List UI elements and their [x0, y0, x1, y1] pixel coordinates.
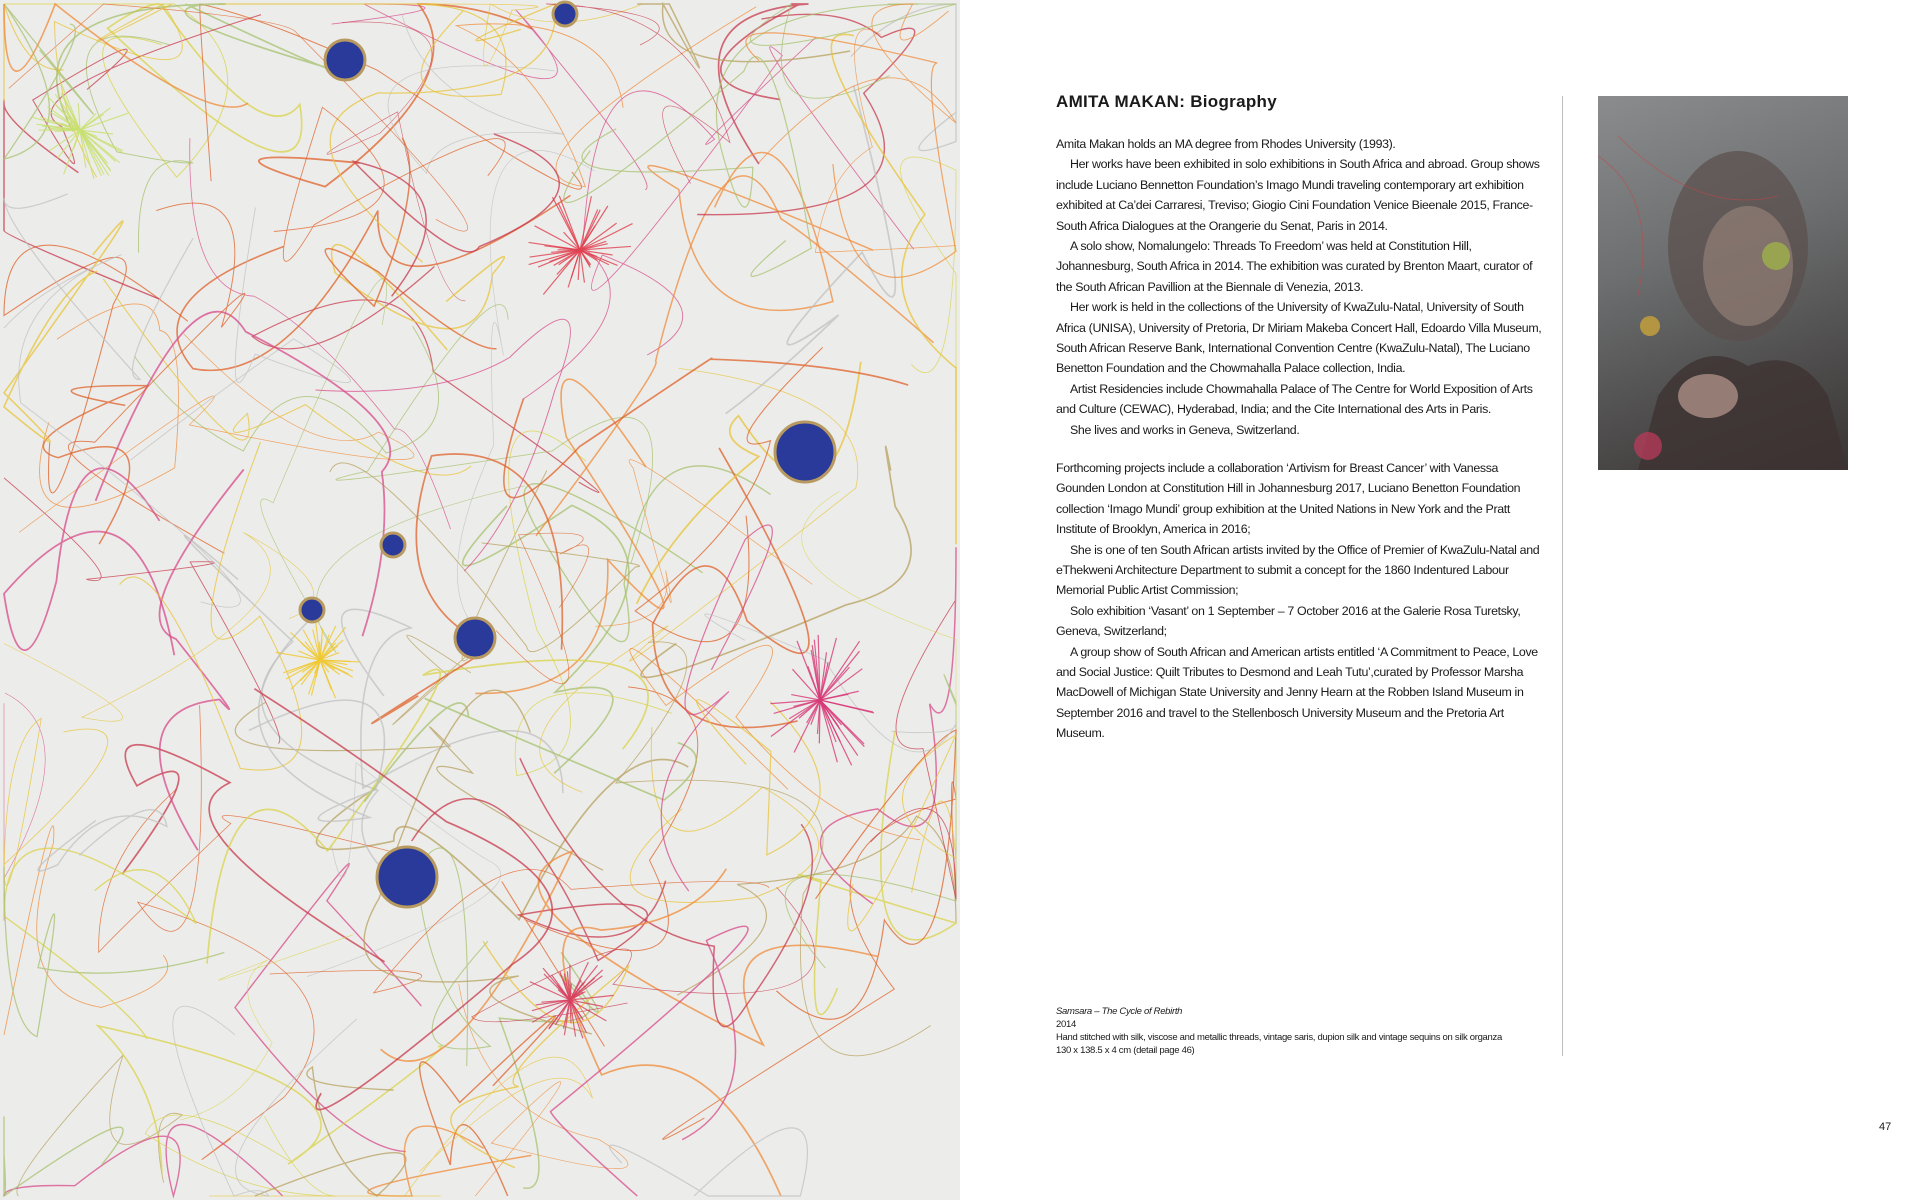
- thread: [252, 267, 599, 493]
- thread: [103, 279, 471, 475]
- paragraph: A solo show, Nomalungelo: Threads To Freedom’ was held at Constitution Hill, Johannesburg, South Africa in 2014. The exhibition was curated by Brenton Maart, curator of the South African Pavillion at the Biennale di Venezia, 2013.: [1056, 239, 1533, 294]
- thread: [551, 926, 749, 1196]
- paragraph: She is one of ten South African artists invited by the Office of Premier of KwaZulu-Natal and eThekweni Architecture Department to submit a concept for the 1860 Indentured Labour Memorial Public Artist Commission;: [1056, 542, 1540, 598]
- thread: [502, 687, 698, 1047]
- thread: [4, 1117, 123, 1196]
- thread: [456, 7, 756, 187]
- thread: [354, 134, 560, 296]
- biography-text: [1056, 134, 1546, 440]
- thread: [4, 468, 174, 655]
- thread: [270, 869, 769, 992]
- thread: [509, 431, 673, 776]
- thread: [661, 525, 772, 891]
- paragraph: Her works have been exhibited in solo exhibitions in South Africa and abroad. Group shows include Luciano Bennetton Foundation’s Imago Mundi traveling contemporary art exhibition exhibited at Ca’dei Carraresi, Treviso; Giogio Cini Foundation Venice Bieenale 2015, France-South Africa Dialogues at the Orangerie du Senat, Paris in 2014.: [1056, 157, 1540, 233]
- caption-dimensions: 130 x 138.5 x 4 cm (detail page 46): [1056, 1045, 1195, 1056]
- thread: [4, 532, 314, 721]
- thread: [472, 887, 815, 1021]
- thread: [368, 1126, 531, 1196]
- thread: [648, 153, 873, 311]
- artwork-caption: [1056, 1005, 1502, 1057]
- thread: [4, 1125, 283, 1197]
- thread: [342, 609, 563, 793]
- caption-title: Samsara – The Cycle of Rebirth: [1056, 1006, 1183, 1017]
- thread: [388, 14, 564, 174]
- thread: [663, 782, 956, 1140]
- sequin-patch: [775, 422, 835, 482]
- flower-stitch: [559, 196, 580, 250]
- page-title: AMITA MAKAN: Biography: [1056, 92, 1277, 111]
- thread: [364, 699, 696, 802]
- thread: [820, 547, 956, 904]
- flower-stitch: [319, 642, 320, 660]
- thread: [635, 347, 823, 641]
- paragraph: Solo exhibition ‘Vasant’ on 1 September – 7 October 2016 at the Galerie Rosa Turetsky, Geneva, Switzerland;: [1056, 603, 1521, 639]
- thread: [17, 1055, 182, 1196]
- thread: [99, 789, 389, 952]
- caption-year: 2014: [1056, 1019, 1076, 1030]
- thread: [4, 867, 224, 1037]
- artist-portrait-photo: [1598, 96, 1848, 470]
- flower-stitch: [80, 114, 104, 130]
- thread: [677, 816, 956, 995]
- thread: [190, 138, 451, 529]
- column-divider: [1562, 96, 1563, 1056]
- thread: [33, 15, 261, 164]
- sequin-patch: [377, 847, 437, 907]
- thread: [523, 37, 816, 399]
- page-number: 47: [1879, 1121, 1892, 1133]
- thread: [393, 471, 547, 725]
- thread: [4, 255, 240, 608]
- thread: [209, 1057, 593, 1196]
- thread: [235, 864, 421, 1152]
- thread: [43, 386, 148, 545]
- thread: [696, 700, 820, 855]
- thread: [4, 4, 248, 107]
- flower-stitch: [570, 970, 603, 1000]
- thread: [4, 826, 168, 1035]
- thread: [871, 601, 956, 899]
- sequin-patch: [325, 40, 365, 80]
- paragraph: A group show of South African and American artists entitled ‘A Commitment to Peace, Love and Social Justice: Quilt Tributes to Desmond and Leah Tutu’,curated by Professor Marsha MacDowell of Michigan State University and Jenny Hearn at the Robben Island Museum in September 2016 and travel to the Stellenbosch University Museum and the Pretoria Art Museum.: [1056, 644, 1538, 741]
- thread: [372, 454, 562, 723]
- thread: [848, 735, 956, 931]
- thread: [255, 1067, 406, 1196]
- sequin-patch: [300, 598, 324, 622]
- sequin-patch: [553, 2, 577, 26]
- thread: [630, 645, 921, 840]
- thread: [451, 941, 629, 1167]
- thread: [705, 614, 956, 752]
- caption-medium: Hand stitched with silk, viscose and metallic threads, vintage saris, dupion silk and vintage sequins on silk organza: [1056, 1032, 1502, 1043]
- thread: [697, 14, 915, 214]
- thread: [96, 312, 391, 637]
- thread: [610, 1128, 808, 1196]
- thread: [131, 208, 351, 460]
- thread: [381, 851, 878, 1061]
- thread: [420, 1016, 556, 1196]
- thread: [4, 478, 280, 743]
- thread: [630, 727, 818, 902]
- flower-stitch: [820, 700, 873, 712]
- thread: [4, 693, 45, 920]
- paragraph: Her work is held in the collections of the University of KwaZulu-Natal, University of South Africa (UNISA), University of Pretoria, Dr Miriam Makeba Concert Hall, Edoardo Villa Museum, South African Reserve Bank, International Convention Centre (KwaZulu-Natal), The Luciano Benetton Foundation and the Chowmahalla Palace collection, India.: [1056, 300, 1542, 376]
- thread: [200, 4, 582, 189]
- sequin-patch: [381, 533, 405, 557]
- thread: [4, 245, 188, 493]
- thread: [207, 660, 648, 964]
- thread: [4, 4, 93, 159]
- sequin-patch: [455, 618, 495, 658]
- thread: [316, 319, 571, 571]
- thread: [653, 448, 809, 728]
- paragraph: She lives and works in Geneva, Switzerland.: [1070, 422, 1300, 437]
- paragraph: Artist Residencies include Chowmahalla Palace of The Centre for World Exposition of Arts and Culture (CEWAC), Hyderabad, India; and the Cite International des Arts in Paris.: [1056, 381, 1533, 417]
- thread: [4, 194, 193, 380]
- paragraph: Forthcoming projects include a collaboration ‘Artivism for Breast Cancer’ with Vanessa Gounden London at Constitution Hill in Johannesburg 2017, Luciano Benetton Foundation collection ‘Imago Mundi’ group exhibition at the United Nations in New York and the Pratt Institute of Brooklyn, America in 2016;: [1056, 461, 1521, 537]
- thread: [86, 36, 193, 253]
- thread: [4, 848, 196, 1038]
- flower-stitch: [58, 130, 80, 158]
- thread: [719, 4, 809, 164]
- thread: [901, 157, 957, 431]
- thread: [595, 460, 812, 627]
- thread: [40, 304, 179, 508]
- thread: [831, 34, 956, 544]
- thread: [750, 4, 956, 98]
- flower-stitch: [820, 700, 858, 756]
- thread: [235, 703, 603, 871]
- paragraph: Amita Makan holds an MA degree from Rhodes University (1993).: [1056, 137, 1396, 151]
- forthcoming-projects-text: [1056, 458, 1546, 744]
